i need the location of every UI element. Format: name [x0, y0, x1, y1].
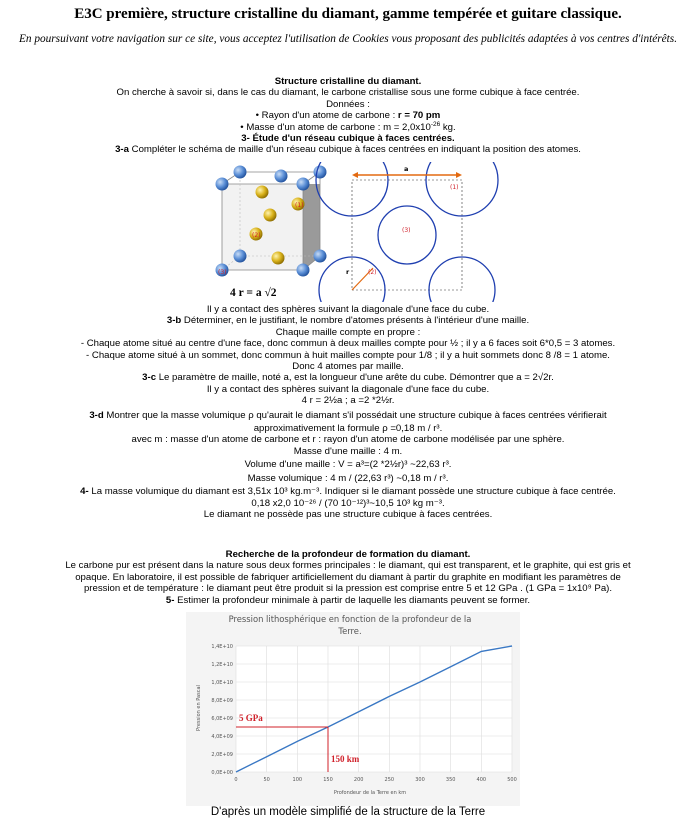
answer-3d-2: Masse d'une maille : 4 m. — [293, 445, 403, 457]
circle-label-2: (2) — [368, 269, 377, 276]
part3-paragraph-1: Le carbone pur est présent dans la nature sous deux formes principales : le diamant, qui est transparent, et le graphite, qui est gris et — [65, 560, 631, 572]
x-tick-label: 350 — [445, 777, 456, 783]
page-title: E3C première, structure cristalline du diamant, gamme tempérée et guitare classique. — [74, 6, 622, 22]
y-tick-label: 1,2E+10 — [211, 662, 233, 668]
part1-heading: Structure cristalline du diamant. — [274, 76, 422, 87]
x-tick-label: 250 — [384, 777, 395, 783]
answer-4-1: 0,18 x2,0 10⁻²⁶ / (70 10⁻¹²)³~10,5 10³ kg m⁻³. — [251, 497, 445, 509]
cube-formula: 4 r = a √2 — [230, 287, 277, 299]
crystal-figures — [0, 162, 696, 302]
answer-3c-2: 4 r = 2½a ; a =2 *2½r. — [301, 395, 395, 407]
section3-heading: 3- Étude d'un réseau cubique à faces centrées. — [241, 133, 455, 145]
y-tick-label: 1,0E+10 — [211, 680, 233, 686]
answer-3d-4: Masse volumique : 4 m / (22,63 r³) ~0,18 m / r³. — [247, 472, 449, 484]
x-tick-label: 200 — [353, 777, 364, 783]
circle-label-1: (1) — [450, 184, 459, 191]
rayon-line: • Rayon d'un atome de carbone : r = 70 pm — [255, 110, 441, 122]
part3-paragraph-2: opaque. En laboratoire, il est possible de fabriquer artificiellement du diamant à partir du graphite en modifiant les paramètres de — [75, 571, 621, 583]
question-5: 5- Estimer la profondeur minimale à partir de laquelle les diamants peuvent se former. — [165, 594, 531, 606]
x-tick-label: 150 — [323, 777, 333, 783]
answer-3c-1: Il y a contact des sphères suivant la diagonale d'une face du cube. — [206, 383, 490, 395]
chart-title-line-1: Pression lithosphérique en fonction de la profondeur de la — [228, 614, 472, 624]
answer-3d-1: avec m : masse d'un atome de carbone et r : rayon d'un atome de carbone modélisée par une sphère. — [131, 434, 565, 446]
answer-3d-3: Volume d'une maille : V = a³=(2 *2½r)³ ~22,63 r³. — [244, 459, 452, 471]
x-tick-label: 50 — [263, 777, 270, 783]
question-3b: 3-b Déterminer, en le justifiant, le nombre d'atomes présents à l'intérieur d'une maille. — [166, 315, 530, 327]
circle-label-3: (3) — [402, 227, 411, 234]
question-3a: 3-a Compléter le schéma de maille d'un réseau cubique à faces centrées en indiquant la position des atomes. — [115, 144, 581, 156]
chart-svg — [186, 612, 520, 806]
part2-block — [0, 304, 696, 520]
cube-label-1: (1) — [295, 202, 304, 209]
chart-caption: D'après un modèle simplifié de la structure de la Terre — [210, 806, 486, 818]
answer-3b-1: Chaque maille compte en propre : — [275, 326, 421, 338]
part1-intro: On cherche à savoir si, dans le cas du diamant, le carbone cristallise sous une forme cubique à face centrée. — [116, 87, 580, 99]
cube-label-3: (3) — [218, 269, 227, 276]
formula-line: approximativement la formule ρ =0,18 m / r³. — [253, 423, 443, 435]
y-tick-label: 0,0E+00 — [211, 770, 233, 776]
fcc-cube — [216, 166, 327, 277]
answer-3b-3: - Chaque atome situé à un sommet, donc commun à huit mailles compte pour 1/8 ; il y a huit sommets donc 8 /8 = 1 atome. — [86, 349, 610, 361]
y-tick-label: 8,0E+09 — [211, 698, 233, 704]
label-a: a — [404, 165, 409, 173]
cube-and-circles-diagram — [0, 162, 696, 302]
label-r: r — [346, 268, 350, 276]
answer-3b-4: Donc 4 atomes par maille. — [292, 361, 404, 373]
contact-line-1: Il y a contact des sphères suivant la diagonale d'une face du cube. — [206, 304, 490, 315]
annotation-150km: 150 km — [331, 754, 360, 764]
x-tick-label: 300 — [415, 777, 425, 783]
y-tick-label: 2,0E+09 — [211, 752, 233, 758]
part1-block — [0, 76, 696, 156]
annotation-5gpa: 5 GPa — [239, 713, 263, 723]
part3-heading: Recherche de la profondeur de formation du diamant. — [225, 549, 471, 560]
x-tick-label: 400 — [476, 777, 487, 783]
question-3d: 3-d Montrer que la masse volumique ρ qu'aurait le diamant s'il possédait une structure cubique à faces centrées vérifierait — [89, 409, 607, 421]
question-4: 4- La masse volumique du diamant est 3,51x 10³ kg.m⁻³. Indiquer si le diamant possède une structure cubique à face centrée. — [80, 486, 616, 498]
x-tick-label: 500 — [507, 777, 517, 783]
part3-paragraph-3: pression et de température : le diamant peut être produit si la pression est comprise entre 5 et 12 GPa . (1 GPa = 1x10⁹ Pa). — [83, 583, 613, 595]
question-3c: 3-c Le paramètre de maille, noté a, est la longueur d'une arête du cube. Démontrer que a = 2√2r. — [142, 372, 554, 384]
pressure-depth-chart — [186, 612, 520, 806]
chart-title-line-2: Terre. — [338, 626, 362, 636]
cookie-notice[interactable]: En poursuivant votre navigation sur ce site, vous acceptez l'utilisation de Cookies vous proposant des publicités adaptées à vos centres d'intérêts. — [18, 33, 678, 45]
y-tick-label: 4,0E+09 — [211, 734, 233, 740]
y-tick-label: 1,4E+10 — [211, 644, 233, 650]
x-tick-label: 0 — [234, 777, 238, 783]
part3-block — [0, 549, 696, 606]
y-tick-label: 6,0E+09 — [211, 716, 233, 722]
answer-3b-2: - Chaque atome situé au centre d'une face, donc commun à deux mailles compte pour ½ ; il y a 6 faces soit 6*0,5 = 3 atomes. — [80, 338, 616, 350]
masse-line: • Masse d'un atome de carbone : $m = 2,0x10^{-26}$ kg. — [240, 120, 456, 133]
y-axis-label: Pression en Pascal — [196, 685, 202, 731]
x-axis-label: Profondeur de la Terre en km — [333, 790, 407, 796]
cube-label-2: (2) — [252, 232, 261, 239]
answer-4-2: Le diamant ne possède pas une structure cubique à faces centrées. — [203, 508, 493, 520]
x-tick-label: 100 — [292, 777, 303, 783]
donnees-label: Données : — [326, 98, 370, 110]
